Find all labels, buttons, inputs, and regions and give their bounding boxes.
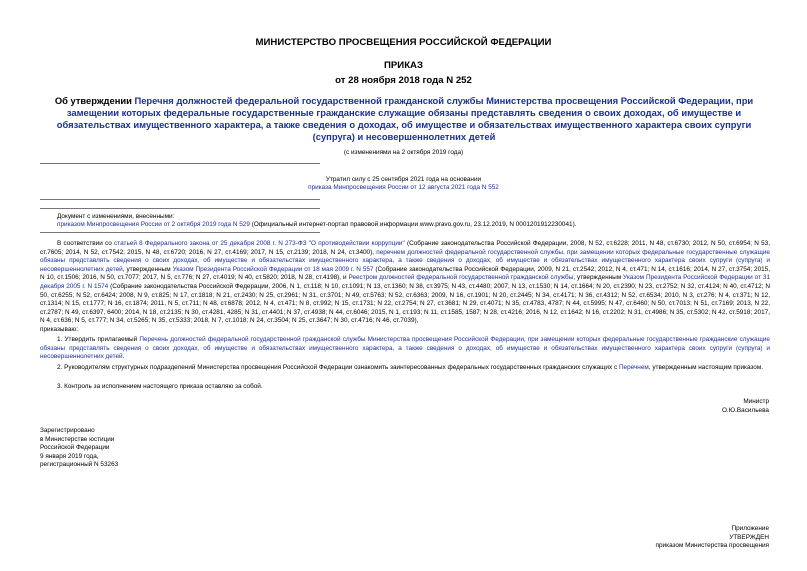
item2-text: , утвержденным настоящим приказом. bbox=[648, 364, 764, 371]
registration-line: 9 января 2019 года, bbox=[40, 452, 99, 460]
appendix-block bbox=[656, 525, 769, 551]
preamble-link-registry[interactable]: Реестром должностей федеральной государственной гражданской службы bbox=[348, 274, 574, 282]
order-item-2 bbox=[40, 364, 770, 373]
appendix-line: УТВЕРЖДЕН bbox=[729, 533, 769, 541]
item2-text: 2. Руководителям структурных подразделений Министерства просвещения Российской Федерации ознакомить заинтересованных федеральных государственных гражданских служащих с bbox=[57, 364, 619, 371]
date-number-heading: от 28 ноября 2018 года N 252 bbox=[335, 75, 472, 86]
lost-force-link[interactable]: приказа Минпросвещения России от 12 августа 2021 года N 552 bbox=[308, 184, 499, 191]
divider bbox=[40, 208, 320, 209]
item3-text: 3. Контроль за исполнением настоящего приказа оставляю за собой. bbox=[57, 383, 263, 390]
preamble-text: В соответствии со bbox=[57, 240, 115, 247]
registration-line: в Министерстве юстиции bbox=[40, 435, 115, 443]
preamble-text: (Собрание законодательства Российской Федерации, 2009, N 21, ст.2542; 2012, N 4, ст.471; N 14, ст.1616; 2014, N 27, ст.3754; 2015, N 10, ст.1506; 2016, N 50, ст.7077; 2017, N 5, ст.776; N 27, ст.4019; N 40, ст.5820; 2018, N 28, ст.4198), и bbox=[40, 265, 771, 282]
order-item-1 bbox=[40, 336, 770, 362]
signature-role: Министр bbox=[743, 398, 769, 405]
changes-label: Документ с изменениями, внесенными: bbox=[57, 213, 175, 220]
changes-tail: (Официальный интернет-портал правовой информации www.pravo.gov.ru, 23.12.2019, N 0001201912230041). bbox=[249, 221, 577, 228]
registration-line: Зарегистрировано bbox=[40, 427, 95, 434]
registration-line: регистрационный N 53263 bbox=[40, 461, 119, 469]
preamble-link-decree-557[interactable]: Указом Президента Российской Федерации от 18 мая 2009 г. N 557 bbox=[172, 265, 374, 273]
item1-text: 1. Утвердить прилагаемый bbox=[57, 336, 140, 343]
item2-link[interactable]: Перечнем bbox=[618, 364, 649, 371]
item1-text: . bbox=[122, 353, 125, 361]
doc-type-heading: ПРИКАЗ bbox=[384, 60, 423, 71]
divider bbox=[40, 163, 320, 164]
divider bbox=[40, 232, 320, 233]
title-link[interactable]: Перечня должностей федеральной государственной гражданской службы Министерства просвещения Российской Федерации, при замещении которых федеральные государственные гражданские служащие обязаны представлять сведения о своих доходах, об имуществе и обязательствах имущественного характера, а также сведения о доходах, об имуществе и обязательствах имущественного характера своих супруги (супруга) и несовершеннолетних детей bbox=[56, 95, 754, 142]
changes-link[interactable]: приказом Минпросвещения России от 2 октября 2019 года N 529 bbox=[57, 221, 250, 228]
title-prefix: Об утверждении bbox=[54, 95, 135, 106]
preamble-text: (Собрание законодательства Российской Федерации, 2008, N 52, ст.6228; 2011, N 48, ст.6730; 2012, N 50, ст.6954; N 53, ст.7605; 2014, N 52, ст.7542; 2015, N 48, ст.6720; 2016, N 27, ст.4169; 2017, N 15, ст.2139; 2018, N 24, ст.3400), bbox=[40, 240, 770, 256]
preamble-link-law[interactable]: статьей 8 Федерального закона от 25 декабря 2008 г. N 273-ФЗ "О противодействии коррупции" bbox=[114, 240, 405, 247]
appendix-line: приказом Министерства просвещения bbox=[655, 542, 769, 550]
signature-name: О.Ю.Васильева bbox=[721, 407, 769, 414]
preamble-link-decree-1574[interactable]: Указом Президента Российской Федерации от 31 декабря 2005 г. N 1574 bbox=[40, 274, 770, 290]
preamble-text: , утвержденным bbox=[573, 274, 624, 282]
registration-block bbox=[40, 427, 118, 470]
changes-entry bbox=[57, 221, 577, 230]
preamble-paragraph bbox=[40, 240, 770, 326]
preamble-link-list[interactable]: перечнем должностей федеральной государственной службы, при замещении которых федеральные государственные служащие обязаны представлять сведения о своих доходах, об имуществе и обязательствах имущественного характера, а также сведения о доходах, об имуществе и обязательствах имущественного характера своих супруги (супруга) и несовершеннолетних детей bbox=[40, 248, 770, 273]
item1-link[interactable]: Перечень должностей федеральной государственной гражданской службы Министерства просвещения Российской Федерации, при замещении которых федеральные государственные гражданские служащие обязаны представлять сведения о своих доходах, об имуществе и обязательствах имущественного характера, а также сведения о доходах, об имуществе и обязательствах имущественного характера своих супруги (супруга) и несовершеннолетних детей bbox=[40, 336, 770, 361]
order-item-3 bbox=[40, 383, 770, 392]
appendix-line: Приложение bbox=[731, 525, 769, 532]
preamble-text: , утвержденным bbox=[122, 265, 173, 273]
ministry-heading: МИНИСТЕРСТВО ПРОСВЕЩЕНИЯ РОССИЙСКОЙ ФЕДЕРАЦИИ bbox=[255, 37, 552, 48]
order-word: приказываю: bbox=[40, 326, 78, 333]
document-title bbox=[40, 95, 768, 143]
preamble-text: (Собрание законодательства Российской Федерации, 2006, N 1, ст.118; N 10, ст.1091; N 13, ст.1360; N 38, ст.3975; N 43, ст.4480; 2007, N 13, ст.1530; N 14, ст.1664; N 20, ст.2390; N 23, ст.2752; N 32, ст.4124; N 40, ст.4712; N 50, ст.6255; N 52, ст.6424; 2008, N 9, ст.825; N 17, ст.1818; N 21, ст.2430; N 25, ст.2961; N 31, ст.3701; N 49, ст.5763; N 52, ст.6363; 2009, N 16, ст.1901; N 20, ст.2445; N 34, ст.4171; N 36, ст.4312; N 52, ст.6534; 2010, N 3, ст.276; N 4, ст.371; N 12, ст.1314; N 15, ст.1777; N 16, ст.1874; 2011, N 5, ст.711; N 48, ст.6878; 2012, N 4, ст.471; N 8, ст.992; N 15, ст.1731; N 22, ст.2754; N 27, ст.3681; N 29, ст.4071; N 35, ст.4783, 4787; N 44, ст.5995; N 47, ст.6460; N 50, ст.7013; N 51, ст.7169; 2013, N 22, ст.2787; N 49, ст.6397, 6400; 2014, N 18, ст.2135; N 30, ст.4281, 4285; N 31, ст.4401; N 37, ст.4938; N 44, ст.6046; 2015, N 1, ст.193; N 11, ст.1585, 1587; N 28, ст.4216; 2016, N 12, ст.1642; N 16, ст.2202; N 31, ст.4986; N 35, ст.5302; N 42, ст.5918; 2017, N 4, ст.636; N 5, ст.777; N 34, ст.5265; N 35, ст.5333; 2018, N 7, ст.1018; N 24, ст.3504; N 25, ст.3647; N 30, ст.4716; N 46, ст.7039), bbox=[40, 282, 770, 325]
divider bbox=[40, 199, 320, 200]
lost-force-text: Утратил силу с 25 сентября 2021 года на основании bbox=[325, 176, 482, 183]
registration-line: Российской Федерации bbox=[40, 444, 110, 452]
amended-note: (с изменениями на 2 октября 2019 года) bbox=[343, 149, 464, 156]
